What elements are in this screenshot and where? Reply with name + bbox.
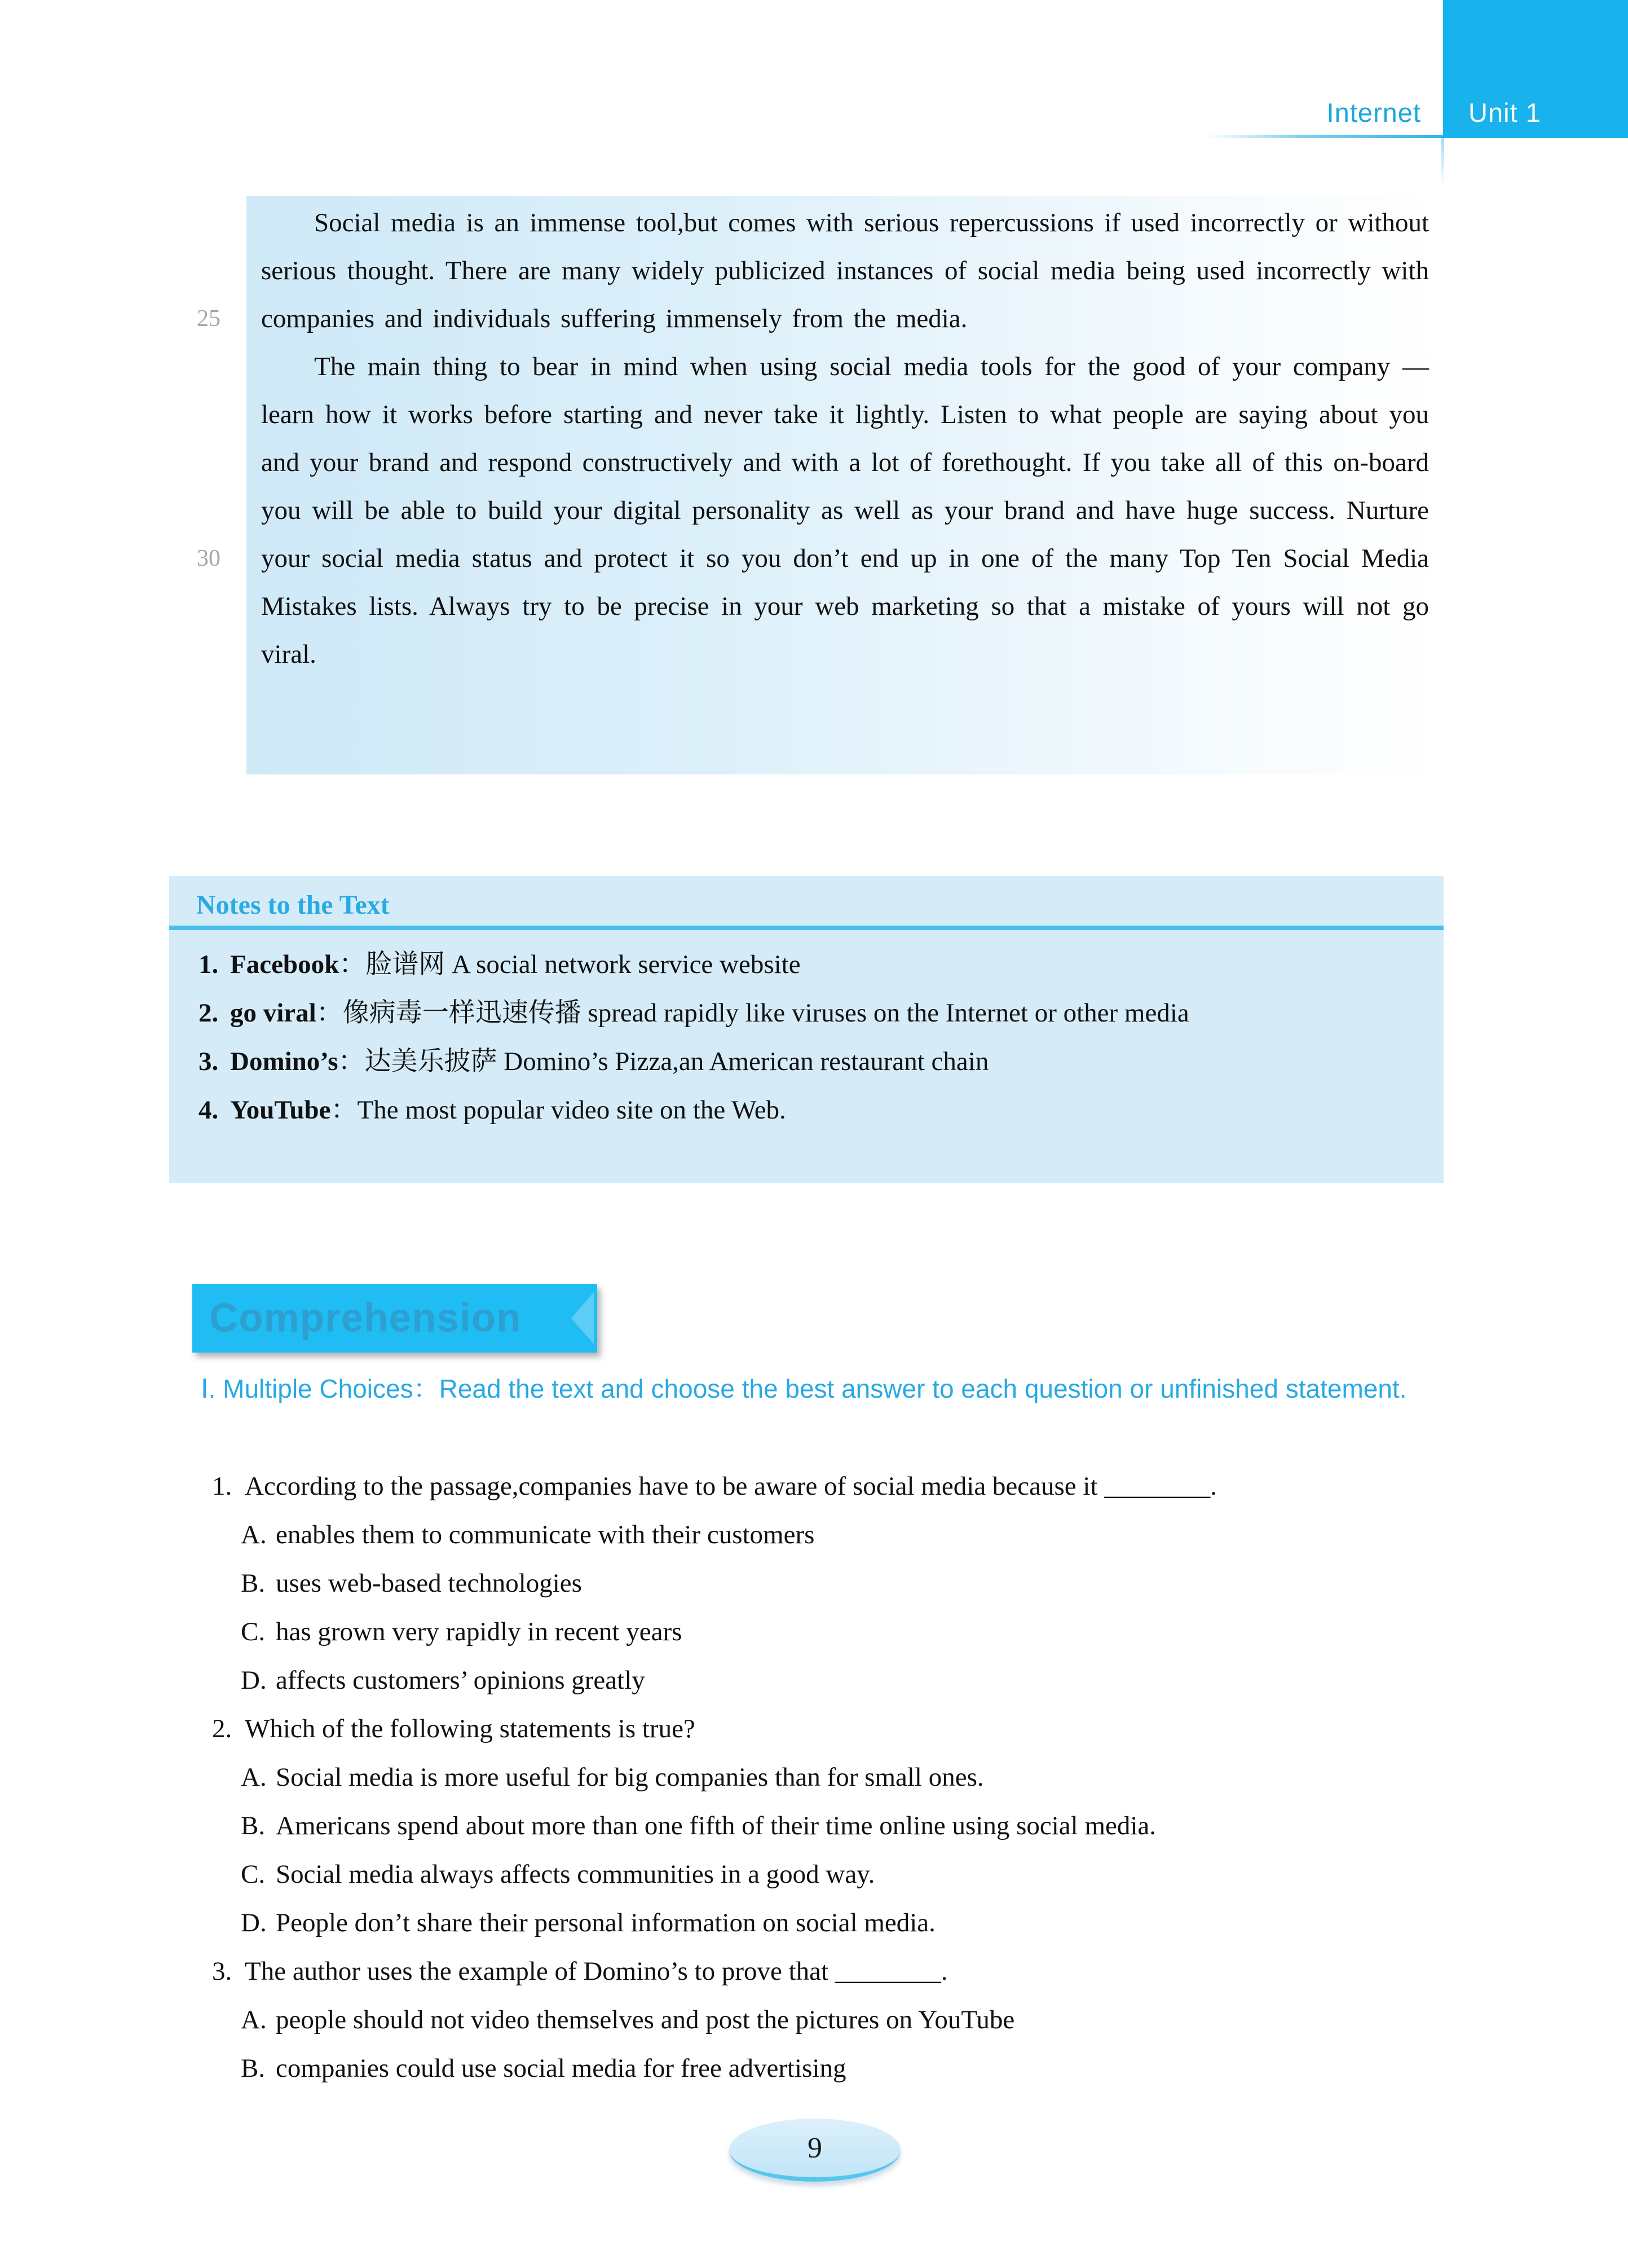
passage-line-number: 30 [197, 545, 220, 571]
note-number: 2. [198, 998, 219, 1028]
reading-passage [246, 196, 1444, 774]
question-number: 1. [212, 1472, 232, 1501]
question [212, 1462, 1470, 1510]
question [212, 1947, 1470, 1996]
page-number: 9 [808, 2132, 822, 2164]
note-number: 3. [198, 1047, 219, 1076]
answer-option [212, 1850, 1470, 1899]
option-letter: D. [241, 1666, 267, 1695]
question-number: 3. [212, 1957, 232, 1986]
notes-list [198, 940, 1417, 1134]
option-letter: D. [241, 1908, 267, 1937]
note-definition: ：像病毒一样迅速传播 spread rapidly like viruses on the Internet or other media [316, 998, 1189, 1028]
chevron-left-icon [571, 1292, 594, 1344]
note-term: YouTube [230, 1095, 331, 1125]
question-number: 2. [212, 1714, 232, 1743]
note-item [198, 1086, 1417, 1134]
answer-option [212, 1996, 1470, 2044]
option-text: people should not video themselves and post the pictures on YouTube [276, 2005, 1015, 2034]
option-letter: B. [241, 1811, 266, 1840]
option-letter: B. [241, 2054, 266, 2083]
option-text: Social media always affects communities in a good way. [276, 1860, 875, 1889]
answer-option [212, 1802, 1470, 1850]
answer-option [212, 1559, 1470, 1608]
passage-paragraph: Social media is an immense tool,but comes with serious repercussions if used incorrectly or without serious thought. There are many widely publicized instances of social media being used incorrectly with companies and individuals suffering immensely from the media. [261, 208, 1429, 333]
passage-paragraph: The main thing to bear in mind when using social media tools for the good of your company — learn how it works before starting and never take it lightly. Listen to what people are saying about you and your brand and respond constructively and with a lot of forethought. If you take all of this on-board you will be able to build your digital personality as well as your brand and have huge success. Nurture your social media status and protect it so you don’t end up in one of the many Top Ten Social Media Mistakes lists. Always try to be precise in your web marketing so that a mistake of yours will not go viral. [261, 352, 1429, 669]
option-letter: C. [241, 1860, 266, 1889]
note-definition: ：The most popular video site on the Web. [330, 1095, 786, 1125]
option-text: affects customers’ opinions greatly [276, 1666, 645, 1695]
answer-option [212, 1510, 1470, 1559]
note-item [198, 940, 1417, 989]
comprehension-banner-label: Comprehension [209, 1296, 522, 1341]
note-term: Facebook [230, 950, 339, 979]
multiple-choice-questions [212, 1462, 1470, 2093]
option-text: Social media is more useful for big companies than for small ones. [276, 1763, 984, 1792]
option-text: companies could use social media for free advertising [276, 2054, 846, 2083]
question-text: According to the passage,companies have to be aware of social media because it ________. [245, 1472, 1217, 1501]
page-number-oval [729, 2119, 901, 2182]
option-text: has grown very rapidly in recent years [276, 1617, 682, 1646]
note-term: Domino’s [230, 1047, 338, 1076]
answer-option [212, 1656, 1470, 1705]
comprehension-banner [192, 1284, 597, 1353]
notes-divider [169, 926, 1444, 930]
note-item [198, 989, 1417, 1037]
note-definition: ：达美乐披萨 Domino’s Pizza,an American restaurant chain [338, 1047, 989, 1076]
unit-label: Unit 1 [1468, 98, 1541, 127]
answer-option [212, 1753, 1470, 1802]
question [212, 1705, 1470, 1753]
option-letter: A. [241, 1763, 267, 1792]
answer-option [212, 1899, 1470, 1947]
header-rule-tail [1441, 138, 1444, 186]
note-definition: ：脸谱网 A social network service website [339, 950, 801, 979]
unit-banner [1443, 0, 1628, 138]
question-text: Which of the following statements is true? [245, 1714, 695, 1743]
header-rule [1207, 135, 1443, 138]
exercise-instruction: Ⅰ. Multiple Choices：Read the text and choose the best answer to each question or unfinished statement. [201, 1374, 1407, 1403]
header-section-label: Internet [1326, 98, 1421, 127]
note-number: 4. [198, 1095, 219, 1125]
passage-line-number: 25 [197, 306, 220, 332]
option-letter: A. [241, 1520, 267, 1549]
notes-box [169, 876, 1444, 1183]
option-letter: C. [241, 1617, 266, 1646]
option-text: enables them to communicate with their customers [276, 1520, 815, 1549]
note-term: go viral [230, 998, 316, 1028]
notes-title: Notes to the Text [196, 890, 390, 920]
option-text: Americans spend about more than one fifth of their time online using social media. [276, 1811, 1157, 1840]
answer-option [212, 1608, 1470, 1656]
note-number: 1. [198, 950, 219, 979]
option-text: People don’t share their personal information on social media. [276, 1908, 936, 1937]
option-text: uses web-based technologies [276, 1569, 582, 1598]
answer-option [212, 2044, 1470, 2093]
question-text: The author uses the example of Domino’s to prove that ________. [245, 1957, 948, 1986]
option-letter: B. [241, 1569, 266, 1598]
option-letter: A. [241, 2005, 267, 2034]
note-item [198, 1037, 1417, 1086]
